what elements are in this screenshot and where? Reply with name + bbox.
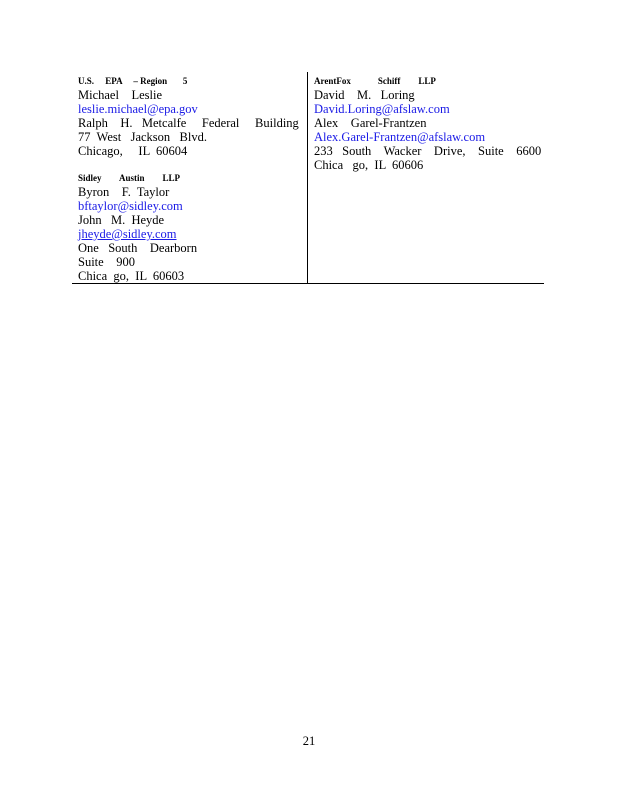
service-list-right-column xyxy=(314,74,542,172)
arentfox-contact-1-name: David M. Loring xyxy=(314,88,415,102)
epa-heading: U.S. EPA – Region 5 xyxy=(78,76,188,86)
column-divider xyxy=(307,72,308,283)
arentfox-street: 233 South Wacker Drive, Suite 6600 xyxy=(314,144,542,158)
epa-city: Chicago, IL 60604 xyxy=(78,144,188,158)
sidley-suite: Suite 900 xyxy=(78,255,135,269)
sidley-contact-2-email-link[interactable]: jheyde@sidley.com xyxy=(78,227,177,241)
arentfox-contact-1-email-link[interactable]: David.Loring@afslaw.com xyxy=(314,102,450,116)
sidley-contact-2-name: John M. Heyde xyxy=(78,213,165,227)
page-number: 21 xyxy=(302,734,316,748)
sidley-contact-1-email-link[interactable]: bftaylor@sidley.com xyxy=(78,199,183,213)
sidley-contact-1-name: Byron F. Taylor xyxy=(78,185,170,199)
section-spacer xyxy=(78,158,304,171)
service-list-table xyxy=(72,72,544,284)
service-list-left-column xyxy=(78,74,304,283)
arentfox-contact-2-email-link[interactable]: Alex.Garel-Frantzen@afslaw.com xyxy=(314,130,486,144)
epa-street: 77 West Jackson Blvd. xyxy=(78,130,207,144)
arentfox-contact-2-name: Alex Garel-Frantzen xyxy=(314,116,427,130)
epa-building: Ralph H. Metcalfe Federal Building xyxy=(78,116,299,130)
epa-contact-email-link[interactable]: leslie.michael@epa.gov xyxy=(78,102,198,116)
sidley-heading: Sidley Austin LLP xyxy=(78,173,181,183)
epa-contact-name: Michael Leslie xyxy=(78,88,162,102)
sidley-street: One South Dearborn xyxy=(78,241,198,255)
sidley-city: Chica go, IL 60603 xyxy=(78,269,185,283)
arentfox-heading: ArentFox Schiff LLP xyxy=(314,76,436,86)
arentfox-city: Chica go, IL 60606 xyxy=(314,158,424,172)
